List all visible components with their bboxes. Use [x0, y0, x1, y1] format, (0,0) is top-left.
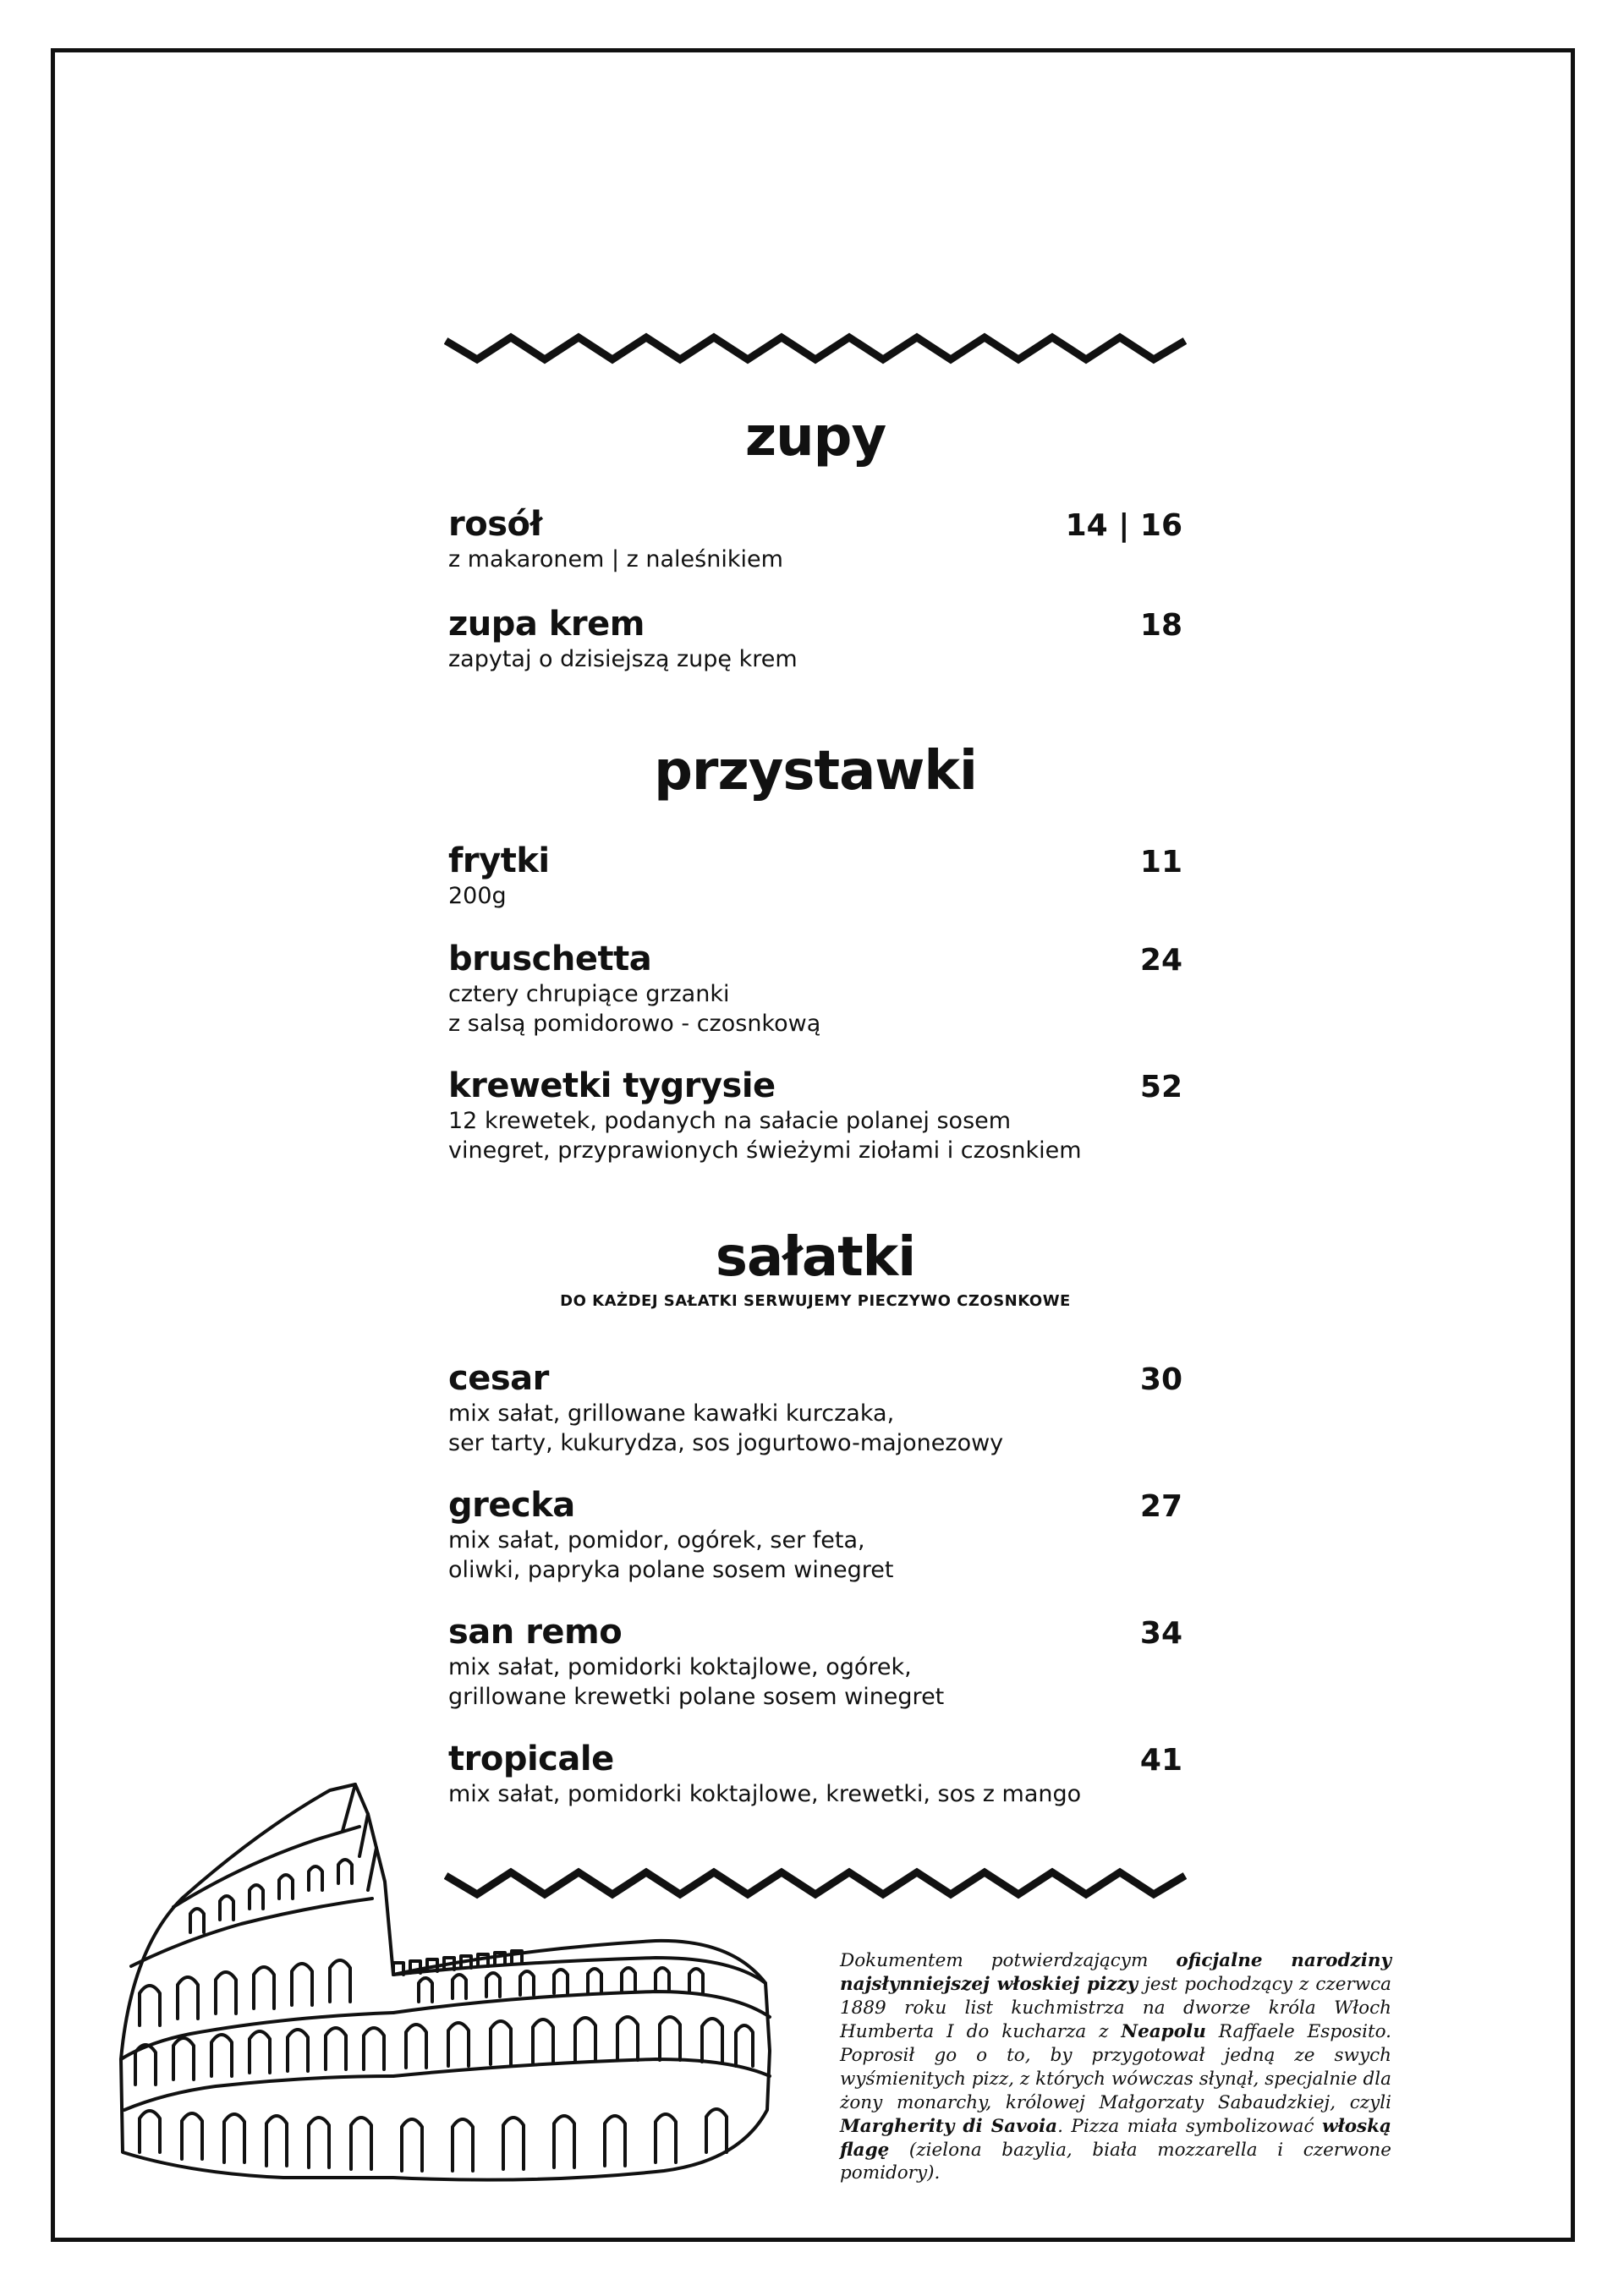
zigzag-divider-icon — [444, 326, 1187, 371]
item-name: zupa krem — [448, 605, 645, 644]
item-price: 18 — [1139, 608, 1182, 643]
item-price: 11 — [1139, 845, 1182, 879]
item-description — [448, 1399, 1182, 1458]
item-description-line: vinegret, przyprawionych świeżymi ziołami i czosnkiem — [448, 1137, 1082, 1164]
item-name: rosół — [448, 505, 542, 544]
item-price: 34 — [1139, 1616, 1182, 1651]
item-price: 27 — [1139, 1489, 1182, 1524]
story-text: Raffaele Esposito. Poprosił go o to, by przygotował jedną ze swych wyśmienitych pizz, z których wówczas słynął, specjalnie dla żony monarchy, królowej Małgorzaty Sabaudzkiej, czyli — [840, 2020, 1391, 2113]
menu-item-grecka — [448, 1487, 1182, 1585]
story-text: Dokumentem potwierdzającym — [840, 1950, 1177, 1971]
section-title-salatki: sałatki — [715, 1226, 916, 1289]
item-description — [448, 545, 1182, 574]
item-description-line: 200g — [448, 883, 507, 909]
section-subtitle-salatki: DO KAŻDEJ SAŁATKI SERWUJEMY PIECZYWO CZOSNKOWE — [560, 1292, 1071, 1310]
menu-item-zupa-krem — [448, 606, 1182, 674]
menu-item-krewetki-tygrysie — [448, 1067, 1182, 1165]
item-description — [448, 1526, 1182, 1585]
menu-item-san-remo — [448, 1614, 1182, 1712]
item-description — [448, 881, 1182, 911]
item-name: cesar — [448, 1359, 549, 1398]
item-description-line: 12 krewetek, podanych na sałacie polanej sosem — [448, 1108, 1012, 1134]
item-description — [448, 644, 1182, 674]
item-description-line: cztery chrupiące grzanki — [448, 981, 730, 1007]
item-name: frytki — [448, 841, 550, 880]
story-text: (zielona bazylia, biała mozzarella i czerwone pomidory). — [840, 2139, 1391, 2184]
item-description-line: mix sałat, grillowane kawałki kurczaka, — [448, 1400, 895, 1427]
item-name: san remo — [448, 1613, 623, 1652]
menu-item-frytki — [448, 842, 1182, 911]
colosseum-illustration-icon — [114, 1780, 774, 2195]
menu-item-bruschetta — [448, 940, 1182, 1038]
section-title-przystawki: przystawki — [654, 740, 977, 803]
item-description-line: ser tarty, kukurydza, sos jogurtowo-majonezowy — [448, 1430, 1004, 1457]
item-description-line: z makaronem | z naleśnikiem — [448, 546, 783, 573]
item-description-line: mix sałat, pomidorki koktajlowe, krewetki, sos z mango — [448, 1781, 1082, 1807]
item-price: 41 — [1139, 1743, 1182, 1778]
item-description-line: grillowane krewetki polane sosem winegret — [448, 1684, 945, 1711]
menu-item-cesar — [448, 1360, 1182, 1458]
item-name: krewetki tygrysie — [448, 1066, 776, 1105]
story-text: jest pochodzący z czerwca 1889 roku list kuchmistrza na dworze króla Włoch Humberta I do kucharza z — [840, 1973, 1392, 2042]
item-description — [448, 979, 1182, 1038]
pizza-history-paragraph — [840, 1949, 1391, 2185]
item-description-line: mix sałat, pomidor, ogórek, ser feta, — [448, 1527, 865, 1553]
section-title-zupy: zupy — [744, 406, 886, 469]
item-price: 14 | 16 — [1065, 508, 1182, 543]
item-name: grecka — [448, 1486, 575, 1525]
story-emphasis: Neapolu — [1121, 2020, 1206, 2042]
item-description-line: z salsą pomidorowo - czosnkową — [448, 1011, 821, 1038]
item-description-line: mix sałat, pomidorki koktajlowe, ogórek, — [448, 1654, 912, 1680]
story-text: . Pizza miała symbolizować — [1057, 2115, 1322, 2137]
item-description-line: zapytaj o dzisiejszą zupę krem — [448, 646, 798, 672]
story-emphasis: oficjalne narodziny najsłynniejszej włoskiej pizzy — [840, 1950, 1391, 1995]
menu-item-rosol — [448, 506, 1182, 574]
item-name: bruschetta — [448, 940, 652, 978]
item-description — [448, 1652, 1182, 1712]
story-emphasis: Margherity di Savoia — [840, 2115, 1058, 2137]
item-description — [448, 1106, 1182, 1165]
item-price: 30 — [1139, 1362, 1182, 1397]
story-emphasis: włoską flagę — [840, 2115, 1391, 2161]
item-name: tropicale — [448, 1740, 614, 1778]
item-price: 52 — [1139, 1070, 1182, 1104]
item-price: 24 — [1139, 943, 1182, 978]
item-description-line: oliwki, papryka polane sosem winegret — [448, 1557, 894, 1584]
